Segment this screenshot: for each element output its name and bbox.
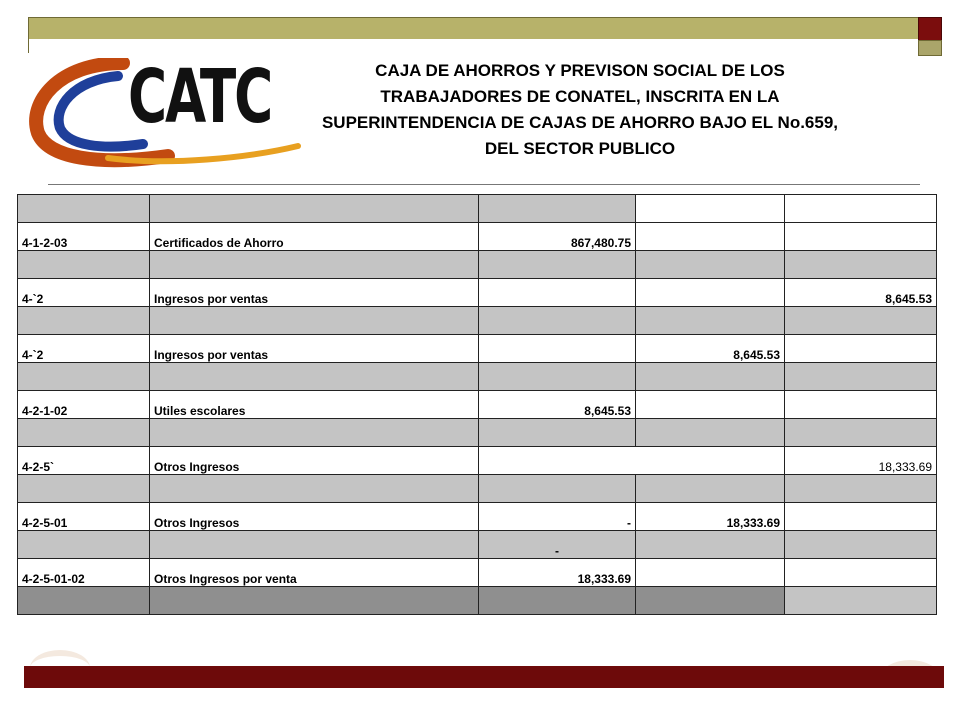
cell-code: 4-2-5` (18, 447, 150, 475)
cell-amount-2 (636, 223, 785, 251)
cell-amount-1 (479, 419, 636, 447)
accounts-table (17, 194, 937, 615)
table-row (18, 475, 937, 503)
table-row (18, 531, 937, 559)
logo-text: CATC (128, 54, 272, 140)
cell-desc: Certificados de Ahorro (150, 223, 479, 251)
cell-amount-2 (636, 251, 785, 279)
cell-desc (150, 363, 479, 391)
top-bar-underline (28, 39, 919, 53)
table-row (18, 447, 937, 475)
table-row (18, 335, 937, 363)
cell-amount-2 (636, 279, 785, 307)
table-row (18, 419, 937, 447)
cell-amount-3 (785, 335, 937, 363)
table-row (18, 503, 937, 531)
top-bar (28, 17, 920, 41)
cell-code (18, 307, 150, 335)
cell-desc (150, 531, 479, 559)
cell-code: 4-2-5-01 (18, 503, 150, 531)
cell-amount-3: 18,333.69 (785, 447, 937, 475)
cell-amount-3 (785, 559, 937, 587)
table-row (18, 363, 937, 391)
table-row (18, 307, 937, 335)
cell-desc: Otros Ingresos por venta (150, 559, 479, 587)
cell-amount-1 (479, 447, 636, 475)
cell-amount-1 (479, 475, 636, 503)
cell-desc: Ingresos por ventas (150, 279, 479, 307)
table-row (18, 195, 937, 223)
cell-desc (150, 307, 479, 335)
header-divider (48, 184, 920, 185)
cell-amount-2: 8,645.53 (636, 335, 785, 363)
cell-amount-2 (636, 307, 785, 335)
page-title (240, 58, 920, 162)
table-row (18, 587, 937, 615)
cell-amount-1: - (479, 531, 636, 559)
cell-code (18, 531, 150, 559)
cell-amount-2 (636, 195, 785, 223)
cell-amount-2 (636, 363, 785, 391)
cell-desc: Otros Ingresos (150, 447, 479, 475)
cell-desc (150, 475, 479, 503)
cell-amount-3 (785, 419, 937, 447)
cell-amount-2 (636, 559, 785, 587)
cell-amount-3 (785, 531, 937, 559)
title-line: DEL SECTOR PUBLICO (484, 139, 676, 158)
cell-code (18, 363, 150, 391)
top-corner-square-red (918, 17, 942, 41)
cell-code (18, 475, 150, 503)
cell-amount-1 (479, 363, 636, 391)
cell-code (18, 419, 150, 447)
cell-amount-3 (785, 363, 937, 391)
cell-amount-3 (785, 307, 937, 335)
cell-desc (150, 419, 479, 447)
cell-amount-1 (479, 279, 636, 307)
cell-code: 4-`2 (18, 279, 150, 307)
cell-amount-1: 8,645.53 (479, 391, 636, 419)
top-corner-square-olive (918, 40, 942, 56)
cell-amount-2 (636, 391, 785, 419)
table-row (18, 559, 937, 587)
cell-code: 4-2-5-01-02 (18, 559, 150, 587)
cell-amount-3 (785, 587, 937, 615)
cell-amount-1 (479, 587, 636, 615)
cell-amount-3 (785, 251, 937, 279)
cell-amount-3 (785, 391, 937, 419)
title-line: SUPERINTENDENCIA DE CAJAS DE AHORRO BAJO EL No.659, (321, 113, 839, 132)
cell-code: 4-`2 (18, 335, 150, 363)
cell-amount-1: 867,480.75 (479, 223, 636, 251)
cell-amount-3: 8,645.53 (785, 279, 937, 307)
table-row (18, 391, 937, 419)
cell-amount-3 (785, 503, 937, 531)
cell-amount-3 (785, 475, 937, 503)
cell-amount-1 (479, 195, 636, 223)
cell-desc: Utiles escolares (150, 391, 479, 419)
cell-amount-1 (479, 251, 636, 279)
cell-amount-3 (785, 223, 937, 251)
cell-desc (150, 587, 479, 615)
cell-amount-2 (636, 475, 785, 503)
cell-amount-2: 18,333.69 (636, 503, 785, 531)
title-line: TRABAJADORES DE CONATEL, INSCRITA EN LA (380, 87, 780, 106)
cell-code: 4-2-1-02 (18, 391, 150, 419)
cell-desc (150, 251, 479, 279)
cell-amount-1: 18,333.69 (479, 559, 636, 587)
cell-amount-2 (636, 531, 785, 559)
cell-amount-2 (636, 587, 785, 615)
cell-code: 4-1-2-03 (18, 223, 150, 251)
cell-amount-3 (785, 195, 937, 223)
cell-desc (150, 195, 479, 223)
cell-code (18, 195, 150, 223)
table-row (18, 279, 937, 307)
cell-desc: Otros Ingresos (150, 503, 479, 531)
cell-desc: Ingresos por ventas (150, 335, 479, 363)
table-row (18, 251, 937, 279)
bottom-bar (24, 666, 944, 688)
cell-code (18, 587, 150, 615)
cell-code (18, 251, 150, 279)
title-line: CAJA DE AHORROS Y PREVISON SOCIAL DE LOS (375, 61, 785, 80)
cell-amount-1 (479, 307, 636, 335)
cell-amount-2 (636, 419, 785, 447)
cell-amount-1: - (479, 503, 636, 531)
table-row (18, 223, 937, 251)
cell-amount-2 (636, 447, 785, 475)
cell-amount-1 (479, 335, 636, 363)
